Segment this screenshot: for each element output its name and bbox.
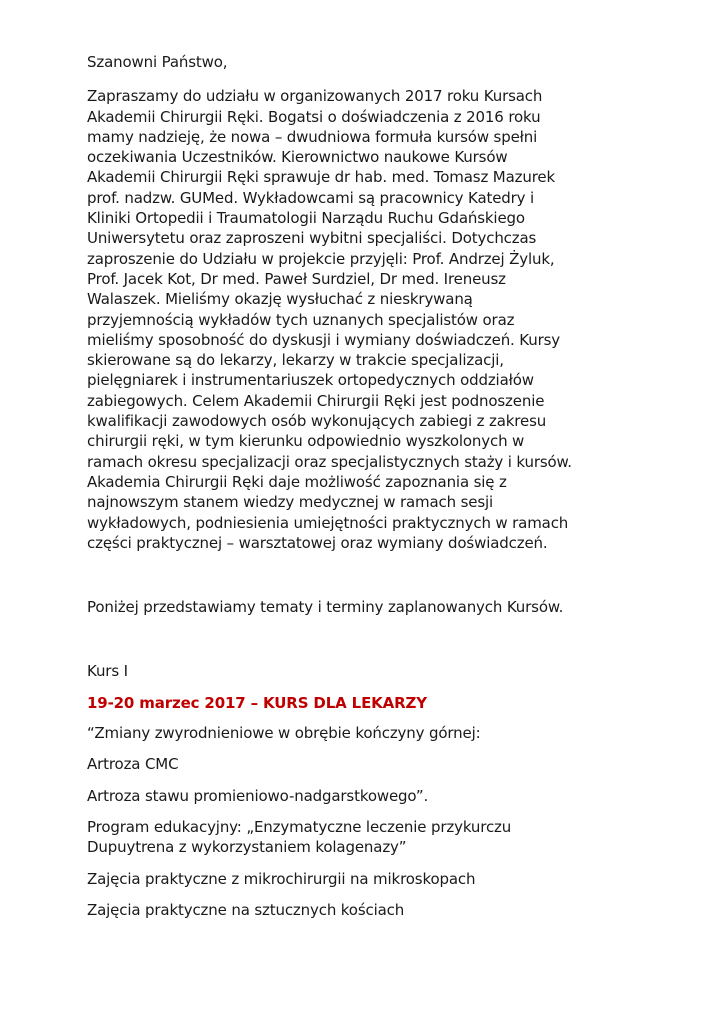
intro-line: mieliśmy sposobność do dyskusji i wymiany doświadczeń. Kursy — [87, 330, 560, 349]
intro-line: Akademii Chirurgii Ręki. Bogatsi o doświadczenia z 2016 roku — [87, 107, 541, 126]
course-item — [87, 786, 687, 806]
intro-line: części praktycznej – warsztatowej oraz wymiany doświadczeń. — [87, 533, 548, 552]
intro-line: Akademii Chirurgii Ręki sprawuje dr hab. med. Tomasz Mazurek — [87, 168, 556, 187]
intro-line: prof. nadzw. GUMed. Wykładowcami są pracownicy Katedry i — [87, 188, 535, 207]
intro-line: chirurgii ręki, w tym kierunku odpowiednio wyszkolonych w — [87, 432, 525, 451]
intro-line: Walaszek. Mieliśmy okazję wysłuchać z nieskrywaną — [87, 290, 473, 309]
intro-line: ramach okresu specjalizacji oraz specjalistycznych staży i kursów. — [87, 452, 572, 471]
intro-line: Prof. Jacek Kot, Dr med. Paweł Surdziel, Dr med. Ireneusz — [87, 269, 506, 288]
intro-line: Zapraszamy do udziału w organizowanych 2017 roku Kursach — [87, 87, 543, 106]
intro-line: Uniwersytetu oraz zaproszeni wybitni specjaliści. Dotychczas — [87, 229, 537, 248]
course-item — [87, 754, 687, 774]
intro-line: skierowane są do lekarzy, lekarzy w trakcie specjalizacji, — [87, 351, 504, 370]
intro-line: najnowszym stanem wiedzy medycznej w ramach sesji — [87, 493, 494, 512]
intro-line: Akademia Chirurgii Ręki daje możliwość zapoznania się z — [87, 472, 507, 491]
greeting: Szanowni Państwo, — [87, 53, 228, 71]
intro-paragraph — [87, 86, 687, 553]
intro-line: zaproszenie do Udziału w projekcie przyjęli: Prof. Andrzej Żyluk, — [87, 249, 555, 268]
intro-line: przyjemnością wykładów tych uznanych specjalistów oraz — [87, 310, 515, 329]
course-item-line: Zajęcia praktyczne na sztucznych kościach — [87, 900, 405, 919]
intro-line: wykładowych, podniesienia umiejętności praktycznych w ramach — [87, 513, 569, 532]
intro-line: pielęgniarek i instrumentariuszek ortopedycznych oddziałów — [87, 371, 534, 390]
course-item — [87, 817, 687, 858]
intro-line: kwalifikacji zawodowych osób wykonujących zabiegi z zakresu — [87, 412, 547, 431]
letter-page — [87, 52, 687, 931]
intro-line: zabiegowych. Celem Akademii Chirurgii Ręki jest podnoszenie — [87, 391, 545, 410]
course-item-line: “Zmiany zwyrodnieniowe w obrębie kończyny górnej: — [87, 724, 481, 743]
course-item — [87, 900, 687, 920]
intro-line: oczekiwania Uczestników. Kierownictwo naukowe Kursów — [87, 148, 508, 167]
course-item — [87, 869, 687, 889]
intro-line: mamy nadzieję, że nowa – dwudniowa formuła kursów spełni — [87, 127, 538, 146]
course-item-line: Zajęcia praktyczne z mikrochirurgii na mikroskopach — [87, 869, 476, 888]
course-item-line: Dupuytrena z wykorzystaniem kolagenazy” — [87, 838, 407, 857]
course-item — [87, 723, 687, 743]
course-label: Kurs I — [87, 662, 128, 681]
intro-line: Kliniki Ortopedii i Traumatologii Narządu Ruchu Gdańskiego — [87, 209, 525, 228]
course-title: 19-20 marzec 2017 – KURS DLA LEKARZY — [87, 693, 427, 712]
course-item-line: Artroza CMC — [87, 755, 179, 774]
course-item-line: Program edukacyjny: „Enzymatyczne leczenie przykurczu — [87, 817, 512, 836]
course-item-line: Artroza stawu promieniowo-nadgarstkowego”. — [87, 786, 429, 805]
topics-intro: Poniżej przedstawiamy tematy i terminy zaplanowanych Kursów. — [87, 598, 564, 617]
